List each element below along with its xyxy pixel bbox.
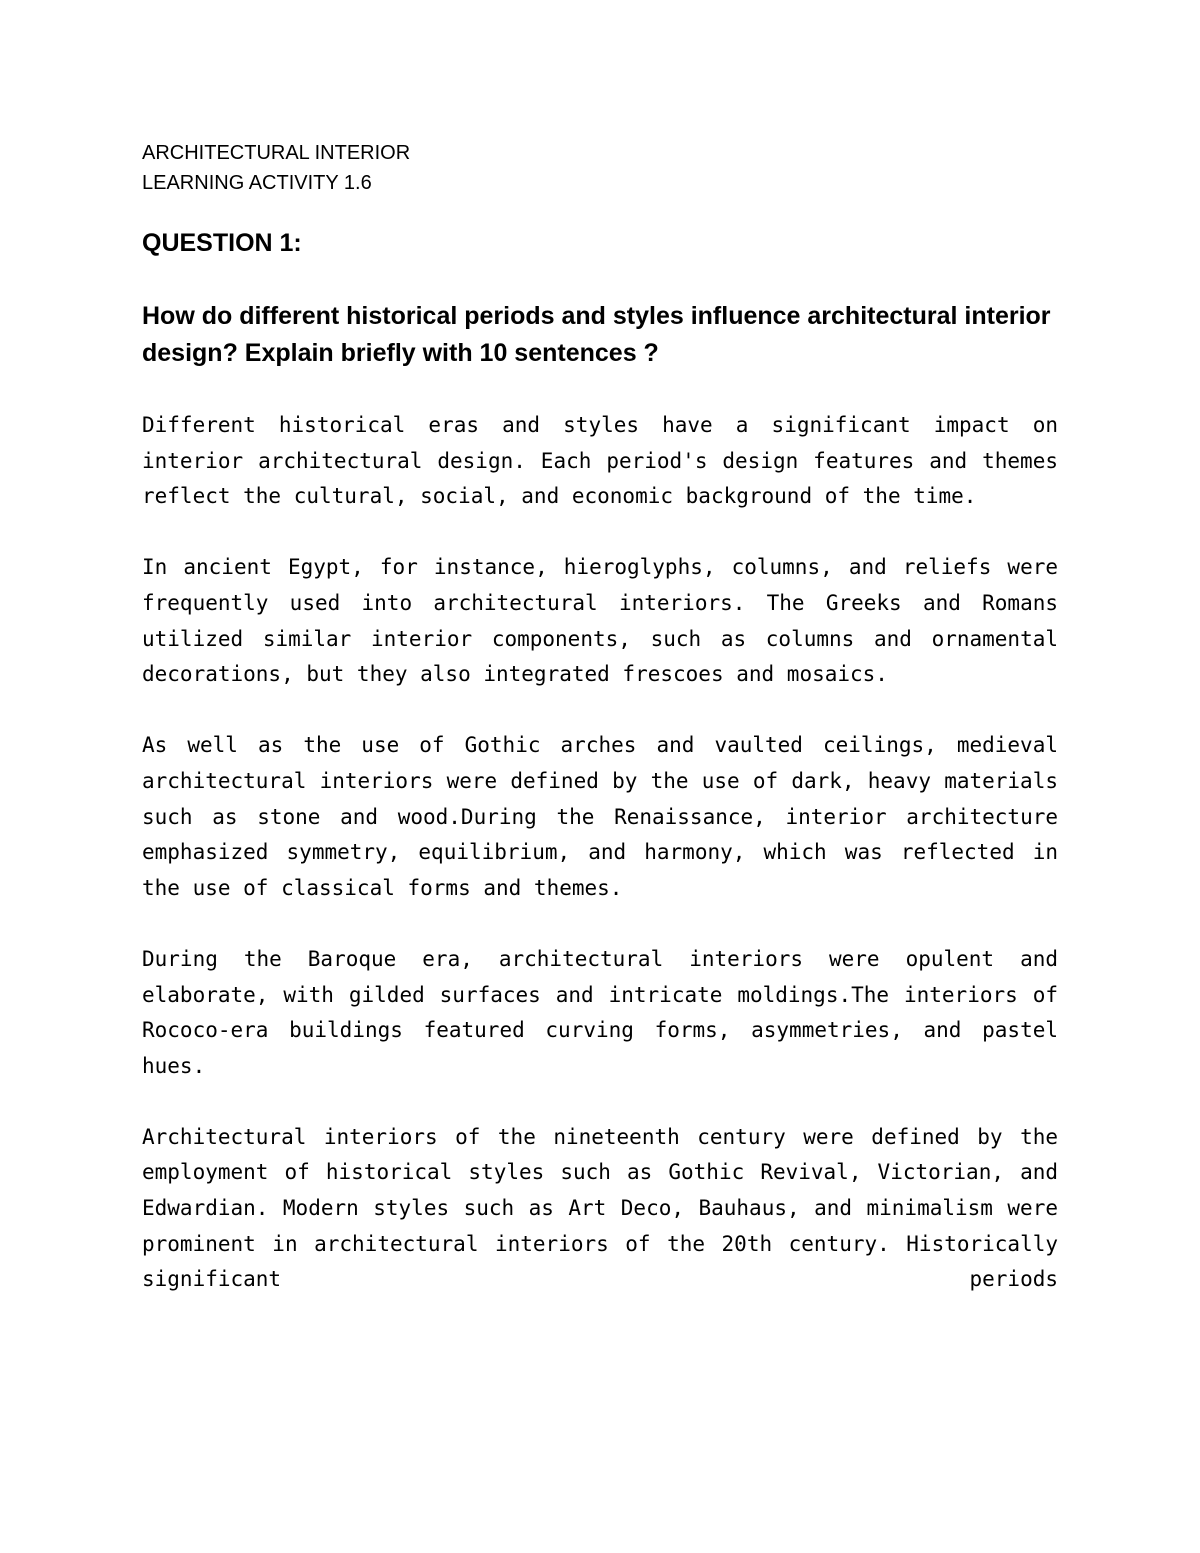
- answer-paragraph: In ancient Egypt, for instance, hieroglyphs, columns, and reliefs were frequently used into architectural interiors. The Greeks and Romans utilized similar interior components, such as columns and ornamental decorations, but they also integrated frescoes and mosaics.: [142, 555, 1058, 687]
- question-text: How do different historical periods and styles influence architectural interior design? Explain briefly with 10 sentences ?: [142, 302, 1051, 367]
- activity-title: LEARNING ACTIVITY 1.6: [142, 172, 372, 194]
- question-label: QUESTION 1:: [142, 229, 302, 257]
- answer-paragraph: As well as the use of Gothic arches and vaulted ceilings, medieval architectural interiors were defined by the use of dark, heavy materials such as stone and wood.During the Renaissance, interior architecture emphasized symmetry, equilibrium, and harmony, which was reflected in the use of classical forms and themes.: [142, 733, 1058, 900]
- answer-paragraph: Architectural interiors of the nineteenth century were defined by the employment of historical styles such as Gothic Revival, Victorian, and Edwardian. Modern styles such as Art Deco, Bauhaus, and minimalism were prominent in architectural interiors of the 20th century. Historically significant periods: [142, 1124, 1058, 1292]
- answer-paragraph: During the Baroque era, architectural interiors were opulent and elaborate, with gilded surfaces and intricate moldings.The interiors of Rococo-era buildings featured curving forms, asymmetries, and pastel hues.: [142, 946, 1058, 1078]
- answer-paragraph: Different historical eras and styles have a significant impact on interior architectural design. Each period's design features and themes reflect the cultural, social, and economic background of the time.: [142, 413, 1058, 509]
- course-title: ARCHITECTURAL INTERIOR: [142, 142, 411, 164]
- answer-body: [142, 408, 1058, 1298]
